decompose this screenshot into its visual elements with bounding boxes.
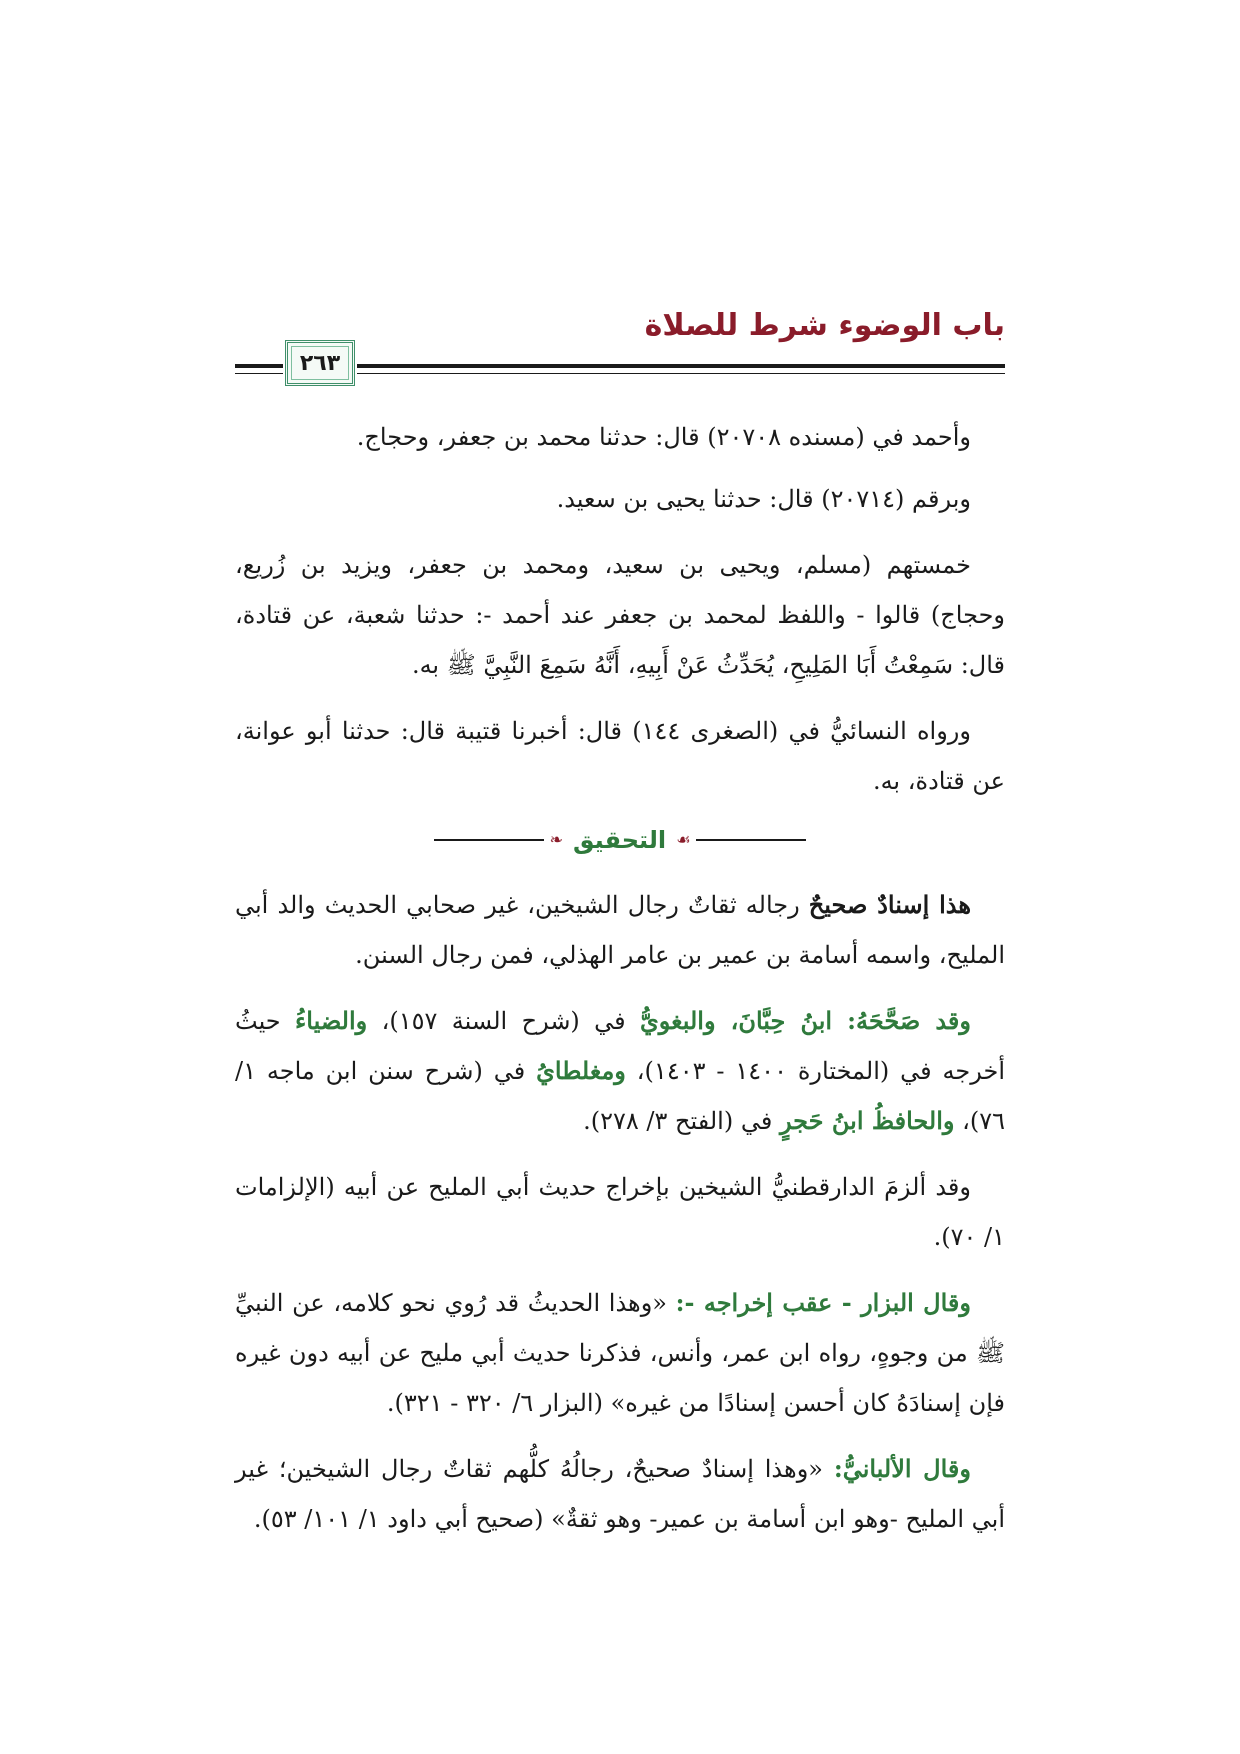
tashih-lead: وقد صَحَّحَهُ: ابنُ حِبَّانَ، والبغويُّ	[639, 1006, 971, 1035]
bazzar-quote: «وهذا الحديثُ قد رُوي نحو كلامه، عن النبيِّ ﷺ من وجوهٍ، رواه ابن عمر، وأنس، فذكرنا حديث أبي مليح عن أبيه دون غيره فإن إسنادَهُ كان أحسن إسنادًا من غيره» (البزار ٦/ ٣٢٠ - ٣٢١).	[235, 1289, 1005, 1417]
tashih-ref-4: في (الفتح ٣/ ٢٧٨).	[583, 1107, 780, 1135]
header-rule-right	[357, 364, 1005, 374]
isnad-rest: رجاله ثقاتٌ رجال الشيخين، غير صحابي الحديث والد أبي المليح، واسمه أسامة بن عمير بن عامر الهذلي، فمن رجال السنن.	[235, 891, 1005, 969]
paragraph-albani	[235, 1444, 1005, 1544]
divider-line-left	[434, 839, 544, 841]
albani-quote: «وهذا إسنادٌ صحيحٌ، رجالُهُ كلُّهم ثقاتٌ رجال الشيخين؛ غير أبي المليح -وهو ابن أسامة بن عمير- وهو ثقةٌ» (صحيح أبي داود ١/ ١٠١/ ٥٣).	[235, 1455, 1005, 1533]
tashih-ref-3: في (شرح سنن ابن ماجه ١/ ٧٦)،	[235, 1057, 1005, 1135]
section-title: التحقيق	[573, 826, 667, 854]
albani-lead: وقال الألبانيُّ:	[833, 1454, 971, 1483]
paragraph-bazzar	[235, 1278, 1005, 1428]
paragraph-ahmad: وأحمد في (مسنده ٢٠٧٠٨) قال: حدثنا محمد بن جعفر، وحجاج.	[356, 423, 971, 451]
header-rule-left	[235, 364, 283, 374]
section-divider	[235, 822, 1005, 858]
paragraph-nasai: ورواه النسائيُّ في (الصغرى ١٤٤) قال: أخبرنا قتيبة قال: حدثنا أبو عوانة، عن قتادة، به.	[235, 717, 1005, 795]
ornament-left-icon: ❧	[549, 830, 564, 849]
paragraph-khamsatuhum: خمستهم (مسلم، ويحيى بن سعيد، ومحمد بن جعفر، ويزيد بن زُريع، وحجاج) قالوا - واللفظ لمحمد بن جعفر عند أحمد -: حدثنا شعبة، عن قتادة، قال: سَمِعْتُ أَبَا المَلِيحِ، يُحَدِّثُ عَنْ أَبِيهِ، أَنَّهُ سَمِعَ النَّبِيَّ ﷺ به.	[235, 551, 1005, 679]
page-body	[235, 412, 1005, 1560]
paragraph-isnad	[235, 880, 1005, 980]
ornament-right-icon: ☙	[676, 830, 691, 849]
paragraph-tashih	[235, 996, 1005, 1146]
divider-line-right	[696, 839, 806, 841]
tashih-ibn-hajar: والحافظُ ابنُ حَجرٍ	[779, 1106, 955, 1135]
paragraph-raqm: وبرقم (٢٠٧١٤) قال: حدثنا يحيى بن سعيد.	[556, 485, 971, 513]
page-number-frame	[285, 340, 355, 386]
paragraph-daraqutni: وقد ألزمَ الدارقطنيُّ الشيخين بإخراج حديث أبي المليح عن أبيه (الإلزامات ١/ ٧٠).	[235, 1173, 1005, 1251]
bazzar-lead: وقال البزار - عقب إخراجه -:	[675, 1288, 971, 1317]
tashih-diya: والضياءُ	[295, 1006, 368, 1035]
tashih-ref-2: حيثُ أخرجه في (المختارة ١٤٠٠ - ١٤٠٣)،	[235, 1007, 1005, 1085]
tashih-ref-1: في (شرح السنة ١٥٧)،	[367, 1007, 640, 1035]
isnad-lead: هذا إسنادٌ صحيحٌ	[808, 890, 971, 919]
tashih-mughlatay: ومغلطايُ	[536, 1056, 626, 1085]
page-number: ٢٦٣	[299, 350, 341, 376]
chapter-title: باب الوضوء شرط للصلاة	[644, 308, 1005, 343]
